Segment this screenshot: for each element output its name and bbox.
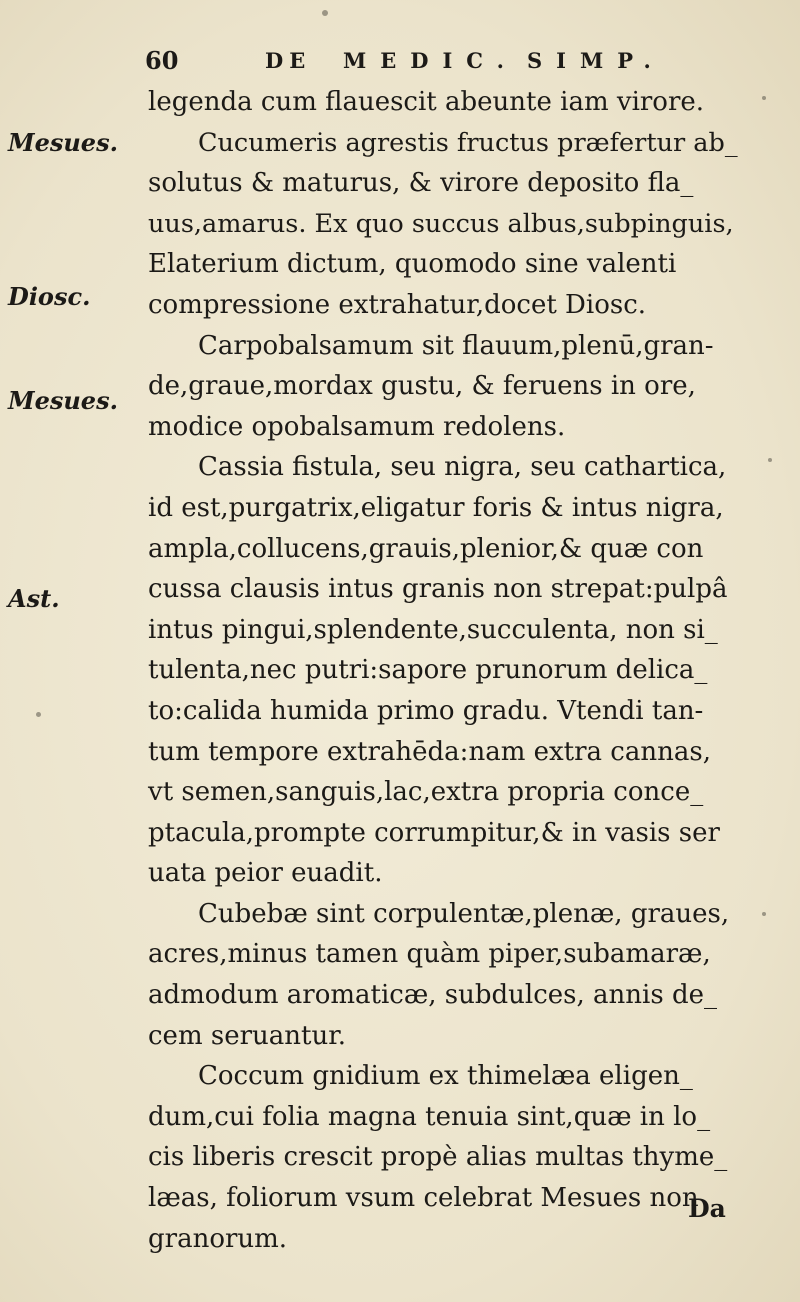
text-line: tum tempore extrahēda:nam extra cannas, [148, 736, 711, 767]
text-line: granorum. [148, 1223, 288, 1254]
margin-note-ast: Ast. [8, 584, 60, 613]
text-line: Cassia fistula, seu nigra, seu cathartica, [198, 452, 727, 483]
margin-note-mesues-1: Mesues. [8, 128, 118, 157]
running-title-medic: MEDIC. [343, 48, 518, 73]
body-text [148, 82, 738, 1259]
text-line: cis liberis crescit propè alias multas thyme_ [148, 1142, 728, 1173]
text-line: tulenta,nec putri:sapore prunorum delica_ [148, 655, 708, 686]
text-line: uus,amarus. Ex quo succus albus,subpinguis, [148, 208, 734, 239]
text-line: de,graue,mordax gustu, & feruens in ore, [148, 371, 696, 402]
running-head [145, 44, 685, 80]
text-line: Carpobalsamum sit flauum,plenū,gran- [198, 330, 714, 361]
running-title-simp: SIMP. [527, 48, 665, 73]
text-line: acres,minus tamen quàm piper,subamaræ, [148, 939, 711, 970]
text-line: ampla,collucens,grauis,plenior,& quæ con [148, 533, 704, 564]
text-line: intus pingui,splendente,succulenta, non si_ [148, 614, 718, 645]
text-line: cem seruantur. [148, 1020, 347, 1051]
catchword: Da [688, 1194, 726, 1223]
margin-note-mesues-2: Mesues. [8, 386, 118, 415]
margin-note-diosc: Diosc. [8, 282, 91, 311]
text-line: dum,cui folia magna tenuia sint,quæ in lo_ [148, 1101, 711, 1132]
ink-speck [768, 458, 772, 462]
text-line: Cubebæ sint corpulentæ,plenæ, graues, [198, 898, 730, 929]
text-line: compressione extrahatur,docet Diosc. [148, 289, 647, 320]
text-line: Cucumeris agrestis fructus præfertur ab_ [198, 127, 738, 158]
ink-speck [322, 10, 328, 16]
text-line: uata peior euadit. [148, 858, 383, 889]
ink-speck [762, 912, 766, 916]
text-line: vt semen,sanguis,lac,extra propria conce_ [148, 777, 704, 808]
page-number: 60 [145, 46, 179, 75]
text-line: solutus & maturus, & virore deposito fla_ [148, 168, 694, 199]
text-line: læas, foliorum vsum celebrat Mesues non [148, 1183, 699, 1214]
ink-speck [762, 96, 766, 100]
text-line: admodum aromaticæ, subdulces, annis de_ [148, 980, 717, 1011]
text-line: id est,purgatrix,eligatur foris & intus nigra, [148, 492, 724, 523]
text-line: legenda cum flauescit abeunte iam virore. [148, 87, 705, 117]
text-line: cussa clausis intus granis non strepat:pulpâ [148, 574, 728, 605]
ink-speck [36, 712, 41, 717]
text-line: Elaterium dictum, quomodo sine valenti [148, 249, 677, 280]
text-line: to:calida humida primo gradu. Vtendi tan- [148, 695, 704, 726]
text-line: Coccum gnidium ex thimelæa eligen_ [198, 1061, 693, 1092]
text-line: modice opobalsamum redolens. [148, 411, 566, 442]
running-title-de: DE [265, 48, 312, 73]
text-line: ptacula,prompte corrumpitur,& in vasis ser [148, 817, 720, 848]
